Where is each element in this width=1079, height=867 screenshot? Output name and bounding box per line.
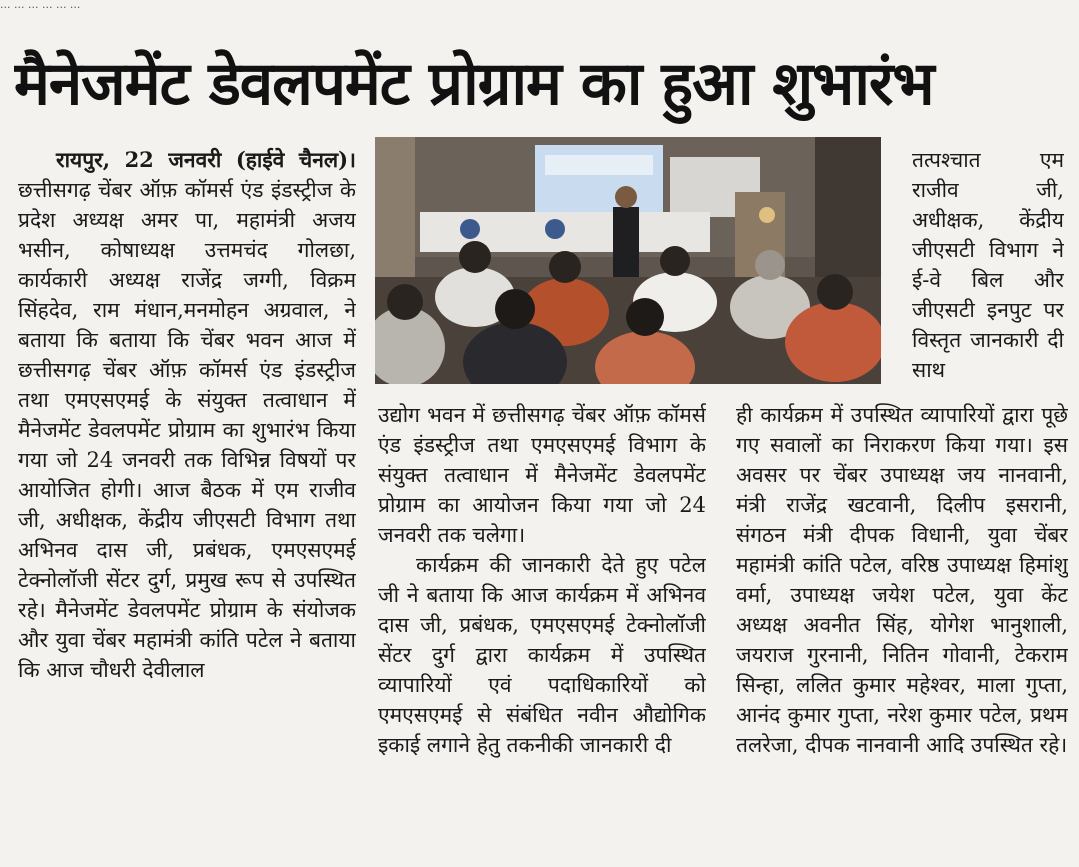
seminar-photo-icon bbox=[375, 137, 881, 384]
article-column-3-lower bbox=[736, 400, 1068, 865]
article-column-3-upper bbox=[912, 145, 1064, 395]
headline: मैनेजमेंट डेवलपमेंट प्रोग्राम का हुआ शुभारंभ bbox=[14, 49, 934, 119]
article-column-2 bbox=[378, 400, 706, 865]
column-3-upper-text: तत्पश्चात एम राजीव जी, अधीक्षक, केंद्रीय जीएसटी विभाग ने ई-वे बिल और जीएसटी इनपुट पर विस्तृत जानकारी दी साथ bbox=[912, 148, 1064, 382]
column-1-paragraph bbox=[18, 145, 356, 685]
article-column-1 bbox=[18, 145, 356, 865]
column-1-text: छत्तीसगढ़ चेंबर ऑफ़ कॉमर्स एंड इंडस्ट्रीज के प्रदेश अध्यक्ष अमर पा, महामंत्री अजय भसीन, कोषाध्यक्ष उत्तमचंद गोलछा, कार्यकारी अध्यक्ष राजेंद्र जग्गी, विक्रम सिंहदेव, राम मंधान,मनमोहन अग्रवाल, ने बताया कि बताया कि चेंबर भवन आज में छत्तीसगढ़ चेंबर ऑफ़ कॉमर्स एंड इंडस्ट्रीज तथा एमएसएमई के संयुक्त तत्वाधान में मैनेजमेंट डेवलपमेंट प्रोग्राम का शुभारंभ किया गया जो 24 जनवरी तक विभिन्न विषयों पर आयोजित होगी। आज बैठक में एम राजीव जी, अधीक्षक, केंद्रीय जीएसटी विभाग तथा अभिनव दास जी, प्रबंधक, एमएसएमई टेक्नोलॉजी सेंटर दुर्ग, प्रमुख रूप से उपस्थित रहे। मैनेजमेंट डेवलपमेंट प्रोग्राम के संयोजक और युवा चेंबर महामंत्री कांति पटेल ने बताया कि आज चौधरी देवीलाल bbox=[18, 178, 356, 682]
column-3-lower-text: ही कार्यक्रम में उपस्थित व्यापारियों द्वारा पूछे गए सवालों का निराकरण किया गया। इस अवसर पर चेंबर उपाध्यक्ष जय नानवानी, मंत्री राजेंद्र खटवानी, दिलीप इसरानी, संगठन मंत्री दीपक विधानी, युवा चेंबर महामंत्री कांति पटेल, वरिष्ठ उपाध्यक्ष हिमांशु वर्मा, उपाध्यक्ष जयेश पटेल, युवा केंट अध्यक्ष अवनीत सिंह, योगेश भानुशाली, जयराज गुरनानी, नितिन गोवानी, टेकराम सिन्हा, ललित कुमार महेश्वर, माला गुप्ता, आनंद कुमार गुप्ता, नरेश कुमार पटेल, प्रथम तलरेजा, दीपक नानवानी आदि उपस्थित रहे। bbox=[736, 403, 1068, 757]
column-2-paragraph-2: कार्यक्रम की जानकारी देते हुए पटेल जी ने बताया कि आज कार्यक्रम में अभिनव दास जी, प्रबंधक, एमएसएमई टेक्नोलॉजी सेंटर दुर्ग द्वारा कार्यक्रम में उपस्थित व्यापारियों एवं पदाधिकारियों को एमएसएमई से संबंधित नवीन औद्योगिक इकाई लगाने हेतु तकनीकी जानकारी दी bbox=[378, 553, 706, 757]
column-2-paragraph-1: उद्योग भवन में छत्तीसगढ़ चेंबर ऑफ़ कॉमर्स एंड इंडस्ट्रीज तथा एमएसएमई विभाग के संयुक्त तत्वाधान में मैनेजमेंट डेवलपमेंट प्रोग्राम का आयोजन किया गया जो 24 जनवरी तक चलेगा। bbox=[378, 403, 706, 547]
dateline: रायपुर, 22 जनवरी (हाईवे चैनल)। bbox=[56, 147, 356, 172]
previous-article-strip: ... ... ... ... ... ... bbox=[0, 0, 81, 11]
